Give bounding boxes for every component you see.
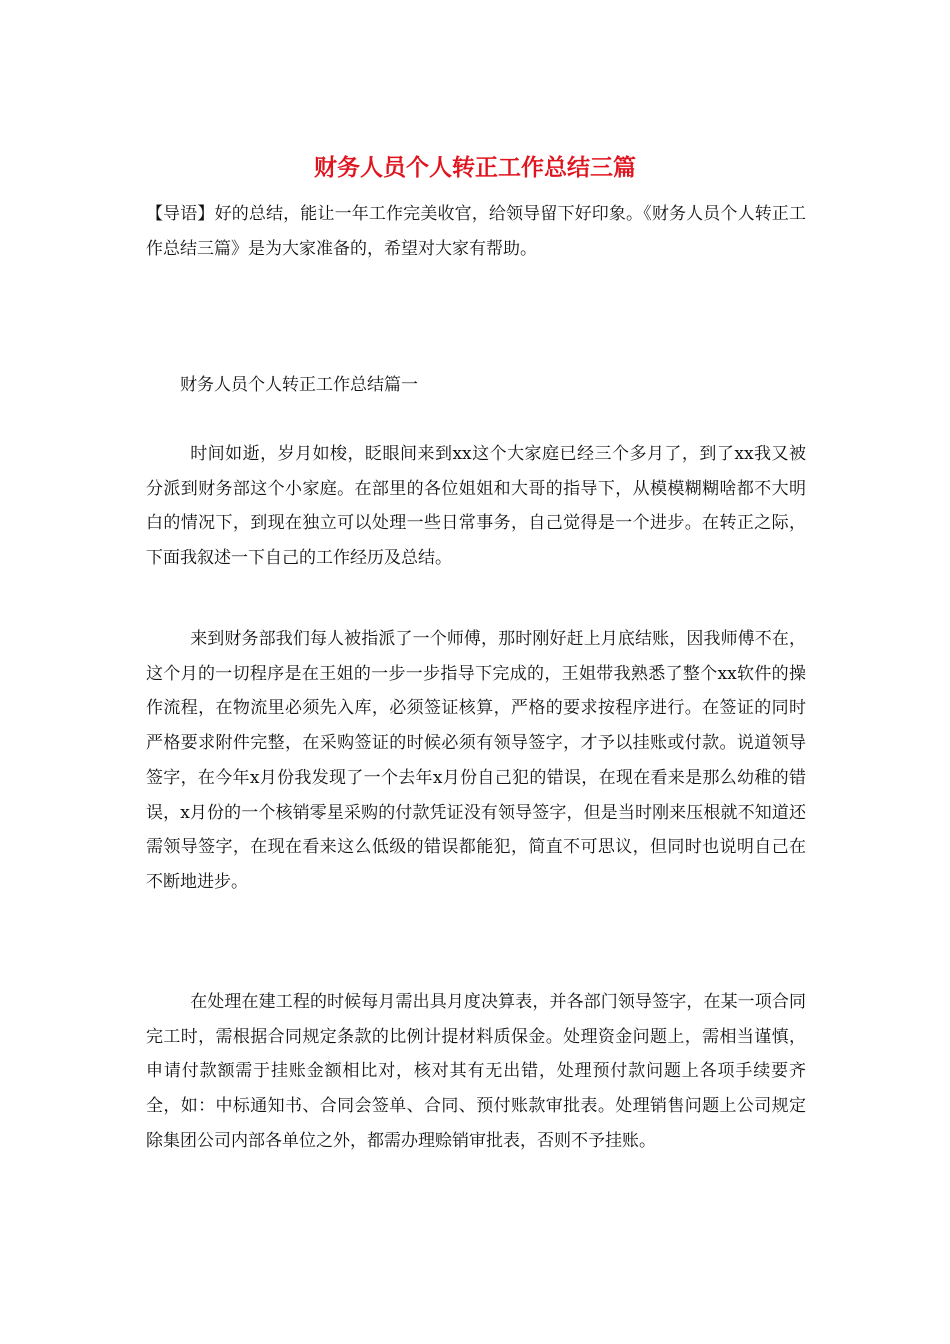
body-paragraph: 时间如逝，岁月如梭，眨眼间来到xx这个大家庭已经三个多月了，到了xx我又被分派到财务部这个小家庭。在部里的各位姐姐和大哥的指导下，从模模糊糊啥都不大明白的情况下，到现在独立可以处理一些日常事务，自己觉得是一个进步。在转正之际，下面我叙述一下自己的工作经历及总结。: [146, 444, 806, 569]
document-title: 财务人员个人转正工作总结三篇: [314, 154, 636, 181]
intro-paragraph: 【导语】好的总结，能让一年工作完美收官，给领导留下好印象。《财务人员个人转正工作总结三篇》是为大家准备的，希望对大家有帮助。: [146, 204, 806, 259]
body-paragraph: 来到财务部我们每人被指派了一个师傅，那时刚好赶上月底结账，因我师傅不在，这个月的一切程序是在王姐的一步一步指导下完成的，王姐带我熟悉了整个xx软件的操作流程，在物流里必须先入库，必须签证核算，严格的要求按程序进行。在签证的同时严格要求附件完整，在采购签证的时候必须有领导签字，才予以挂账或付款。说道领导签字，在今年x月份我发现了一个去年x月份自己犯的错误，在现在看来是那么幼稚的错误，x月份的一个核销零星采购的付款凭证没有领导签字，但是当时刚来压根就不知道还需领导签字，在现在看来这么低级的错误都能犯，简直不可思议，但同时也说明自己在不断地进步。: [146, 629, 806, 892]
body-paragraph: 在处理在建工程的时候每月需出具月度决算表，并各部门领导签字，在某一项合同完工时，需根据合同规定条款的比例计提材料质保金。处理资金问题上，需相当谨慎，申请付款额需于挂账金额相比对，核对其有无出错，处理预付款问题上各项手续要齐全，如：中标通知书、合同会签单、合同、预付账款审批表。处理销售问题上公司规定除集团公司内部各单位之外，都需办理赊销审批表，否则不予挂账。: [146, 992, 806, 1151]
section-heading: 财务人员个人转正工作总结篇一: [180, 375, 418, 395]
